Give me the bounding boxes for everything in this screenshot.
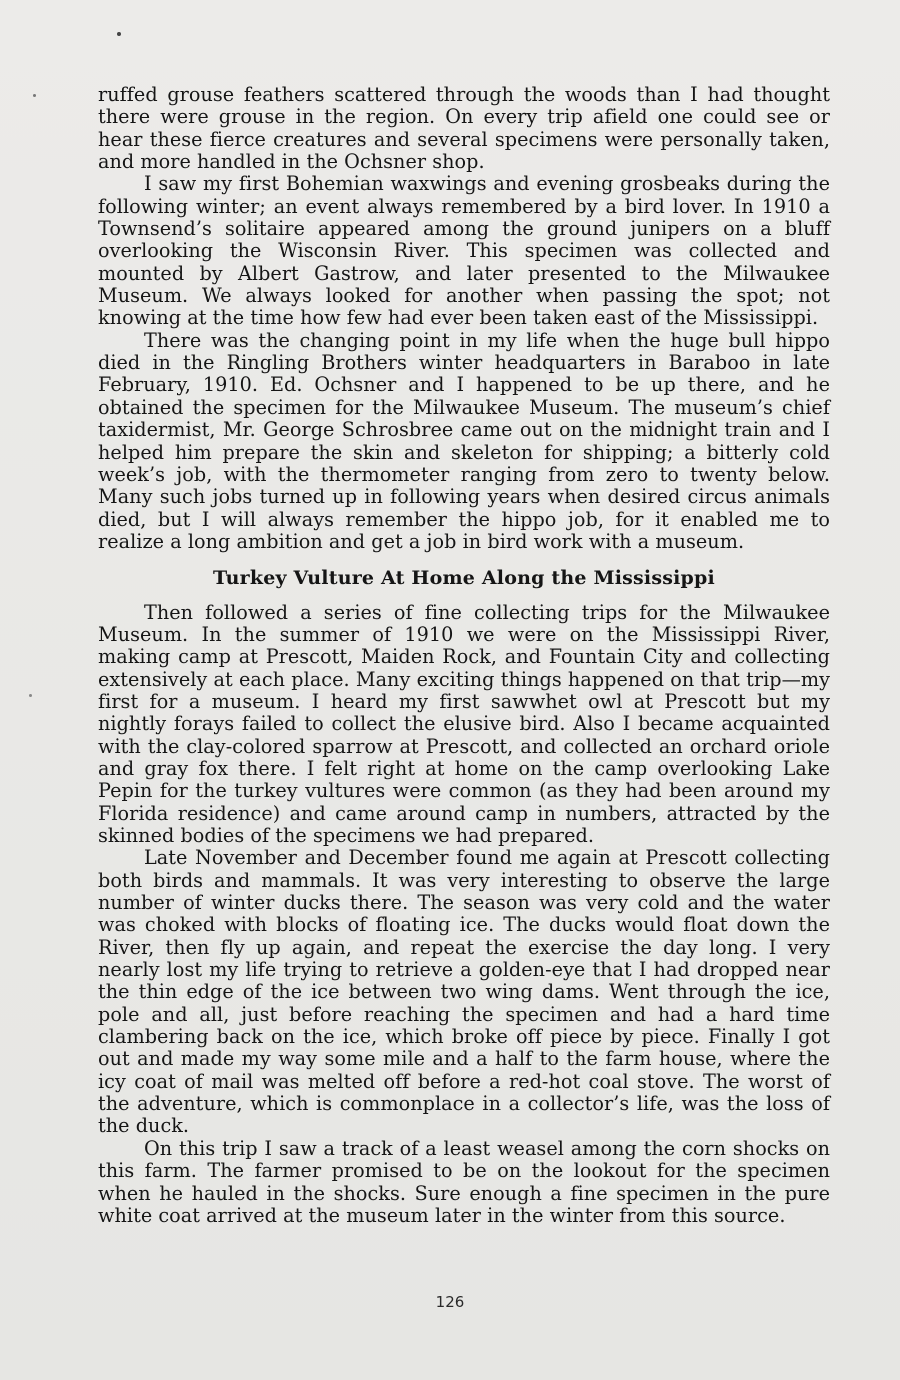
- paragraph: Late November and December found me again at Prescott collecting both birds and mammals. It was very interesting to observe the large number of winter ducks there. The season was very cold and the water was choked with blocks of floating ice. The ducks would float down the River, then fly up again, and repeat the exercise the day long. I very nearly lost my life trying to retrieve a golden-eye that I had dropped near the thin edge of the ice between two wing dams. Went through the ice, pole and all, just before reaching the specimen and had a hard time clambering back on the ice, which broke off piece by piece. Finally I got out and made my way some mile and a half to the farm house, where the icy coat of mail was melted off before a red-hot coal stove. The worst of the adventure, which is commonplace in a collector’s life, was the loss of the duck.: [98, 846, 830, 1138]
- section-heading: Turkey Vulture At Home Along the Mississippi: [213, 567, 715, 590]
- ink-speck: [117, 32, 121, 36]
- paragraph: Then followed a series of fine collecting trips for the Milwaukee Museum. In the summer of 1910 we were on the Mississippi River, making camp at Prescott, Maiden Rock, and Fountain City and collecting extensively at each place. Many exciting things happened on that trip—my first for a museum. I heard my first sawwhet owl at Prescott but my nightly forays failed to collect the elusive bird. Also I became acquainted with the clay-colored sparrow at Prescott, and collected an orchard oriole and gray fox there. I felt right at home on the camp overlooking Lake Pepin for the turkey vultures were common (as they had been around my Florida residence) and came around camp in numbers, attracted by the skinned bodies of the specimens we had prepared.: [98, 600, 830, 847]
- paragraph: I saw my first Bohemian waxwings and evening grosbeaks during the following winter; an event always remembered by a bird lover. In 1910 a Townsend’s solitaire appeared among the ground junipers on a bluff overlooking the Wisconsin River. This specimen was collected and mounted by Albert Gastrow, and later presented to the Milwaukee Museum. We always looked for another when passing the spot; not knowing at the time how few had ever been taken east of the Mississippi.: [98, 172, 830, 330]
- body-text: [98, 84, 830, 1227]
- page-number: 126: [435, 1293, 465, 1311]
- ink-speck: [33, 94, 36, 97]
- paragraph-continued: ruffed grouse feathers scattered through the woods than I had thought there were grouse in the region. On every trip afield one could see or hear these fierce creatures and several specimens were personally taken, and more handled in the Ochsner shop.: [98, 83, 830, 174]
- paragraph: There was the changing point in my life when the huge bull hippo died in the Ringling Brothers winter headquarters in Baraboo in late February, 1910. Ed. Ochsner and I happened to be up there, and he obtained the specimen for the Milwaukee Museum. The museum’s chief taxidermist, Mr. George Schrosbree came out on the midnight train and I helped him prepare the skin and skeleton for shipping; a bitterly cold week’s job, with the thermometer ranging from zero to twenty below. Many such jobs turned up in following years when desired circus animals died, but I will always remember the hippo job, for it enabled me to realize a long ambition and get a job in bird work with a museum.: [98, 328, 830, 553]
- ink-speck: [29, 694, 32, 697]
- paragraph: On this trip I saw a track of a least weasel among the corn shocks on this farm. The farmer promised to be on the lookout for the specimen when he hauled in the shocks. Sure enough a fine specimen in the pure white coat arrived at the museum later in the winter from this source.: [98, 1136, 830, 1227]
